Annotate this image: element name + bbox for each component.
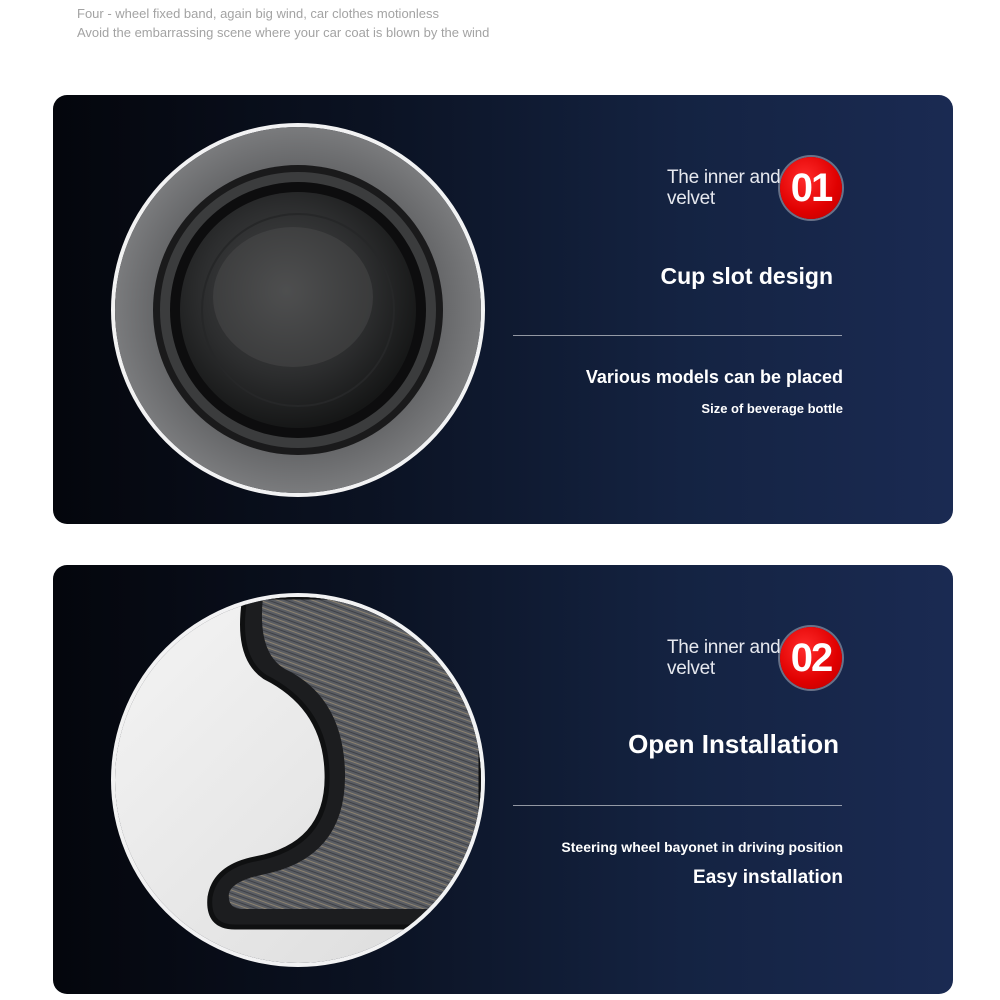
- header-line-2: Avoid the embarrassing scene where your car coat is blown by the wind: [77, 25, 490, 40]
- panel-line-2: Easy installation: [693, 867, 843, 888]
- cup-holder-illustration: [115, 127, 481, 493]
- divider: [513, 805, 842, 806]
- feature-panel-open-installation: [53, 565, 953, 994]
- panel-label: The inner and velvet: [667, 167, 781, 209]
- panel-line-1: Steering wheel bayonet in driving position: [561, 839, 843, 855]
- number-badge: 02: [780, 627, 842, 689]
- divider: [513, 335, 842, 336]
- panel-title: Cup slot design: [660, 263, 833, 289]
- tray-edge-photo: [115, 597, 481, 963]
- cup-holder-photo: [115, 127, 481, 493]
- feature-panel-cup-slot: [53, 95, 953, 524]
- number-badge: 01: [780, 157, 842, 219]
- tray-edge-illustration: [115, 597, 481, 963]
- panel-label: The inner and velvet: [667, 637, 781, 679]
- header-caption: [77, 4, 489, 42]
- panel-line-1: Various models can be placed: [585, 367, 843, 387]
- panel-line-2: Size of beverage bottle: [701, 401, 843, 416]
- header-line-1: Four - wheel fixed band, again big wind, car clothes motionless: [77, 6, 440, 21]
- panel-title: Open Installation: [628, 729, 839, 759]
